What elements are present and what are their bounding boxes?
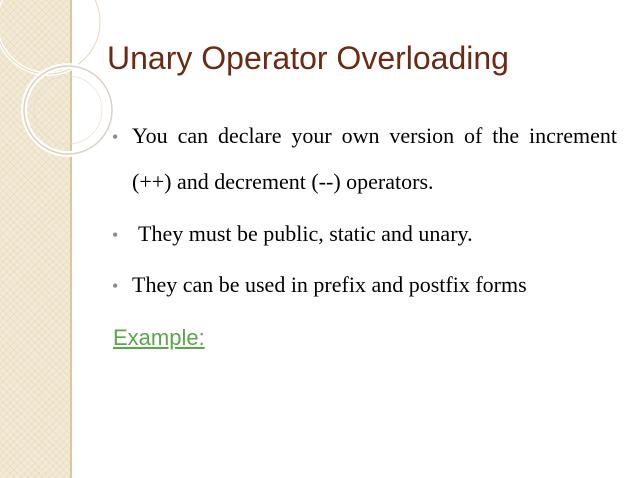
bullet-icon: • — [112, 225, 119, 245]
bullet-item — [112, 113, 617, 205]
bullet-item — [112, 211, 617, 257]
bullet-item — [112, 262, 617, 308]
bullet-text: You can declare your own version of the increment (++) and decrement (--) operators. — [132, 123, 617, 194]
slide-title: Unary Operator Overloading — [107, 40, 509, 76]
bullet-text: They can be used in prefix and postfix forms — [132, 272, 527, 297]
bullet-text: They must be public, static and unary. — [138, 221, 473, 246]
example-link[interactable]: Example: — [113, 325, 205, 350]
bullet-list — [112, 113, 617, 308]
bullet-icon: • — [112, 276, 119, 296]
decorative-rings — [0, 0, 120, 200]
bullet-icon: • — [112, 127, 119, 147]
